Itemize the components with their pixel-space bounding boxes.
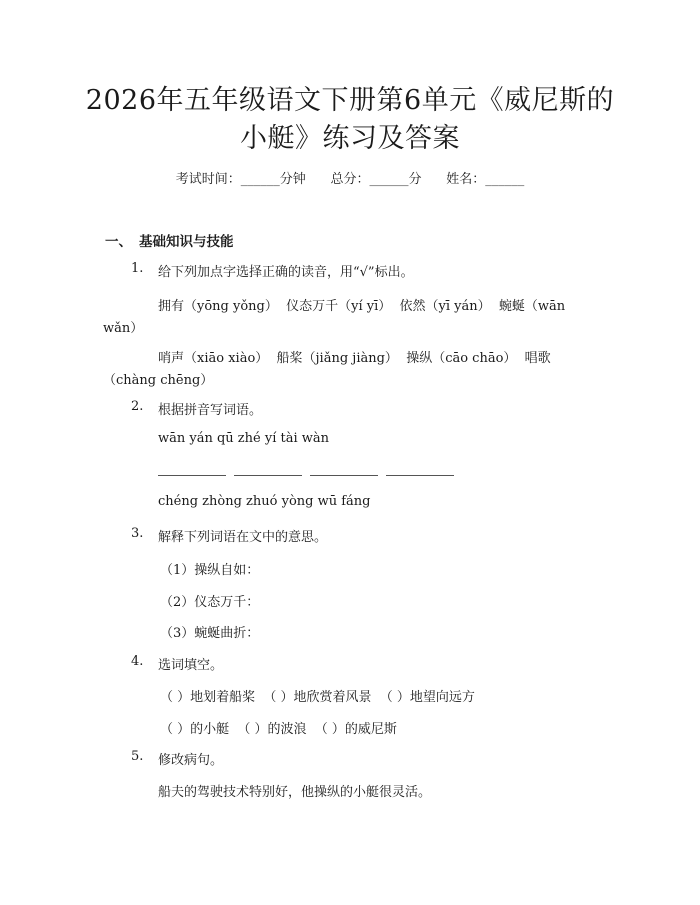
question-1-number: 1. bbox=[131, 261, 144, 276]
section-number: 一、 bbox=[105, 234, 132, 250]
question-5-number: 5. bbox=[131, 749, 144, 764]
question-3-prompt: 解释下列词语在文中的意思。 bbox=[158, 530, 328, 545]
section-heading bbox=[105, 230, 234, 250]
question-3-item-3: （3）蜿蜒曲折： bbox=[160, 626, 260, 641]
pinyin-row-2: chéng zhòng zhuó yòng wū fáng bbox=[158, 494, 371, 509]
question-1-prompt: 给下列加点字选择正确的读音，用“√”标出。 bbox=[158, 265, 414, 280]
title-line-2: 小艇》练习及答案 bbox=[240, 123, 460, 154]
question-2-prompt: 根据拼音写词语。 bbox=[158, 403, 263, 418]
question-4-number: 4. bbox=[131, 654, 144, 669]
question-1-row-1: 拥有（yōng yǒng） 仪态万千（yí yī） 依然（yī yán） 蜿蜒（wān bbox=[158, 299, 566, 314]
pinyin-row-1: wān yán qū zhé yí tài wàn bbox=[158, 431, 330, 446]
answer-blank[interactable] bbox=[310, 475, 378, 476]
answer-blanks bbox=[158, 475, 458, 477]
section-title: 基础知识与技能 bbox=[139, 234, 234, 250]
answer-blank[interactable] bbox=[158, 475, 226, 476]
question-4-row-2: （ ）的小艇 （ ）的波浪 （ ）的威尼斯 bbox=[160, 722, 397, 737]
question-2-number: 2. bbox=[131, 399, 144, 414]
question-3-item-1: （1）操纵自如： bbox=[160, 563, 260, 578]
question-3-item-2: （2）仪态万千： bbox=[160, 595, 260, 610]
answer-blank[interactable] bbox=[234, 475, 302, 476]
title-line-1: 2026年五年级语文下册第6单元《威尼斯的 bbox=[85, 85, 615, 116]
question-5-sentence: 船夫的驾驶技术特别好，他操纵的小艇很灵活。 bbox=[158, 785, 432, 800]
question-4-row-1: （ ）地划着船桨 （ ）地欣赏着风景 （ ）地望向远方 bbox=[160, 690, 475, 705]
question-4-prompt: 选词填空。 bbox=[158, 658, 224, 673]
page-title bbox=[70, 82, 630, 158]
exam-meta-info: 考试时间：______分钟 总分：______分 姓名：______ bbox=[175, 172, 525, 187]
question-1-row-1-wrap: wǎn） bbox=[103, 321, 144, 336]
question-3-number: 3. bbox=[131, 526, 144, 541]
question-1-row-2-wrap: （chàng chēng） bbox=[103, 373, 214, 388]
question-5-prompt: 修改病句。 bbox=[158, 753, 224, 768]
question-1-row-2: 哨声（xiāo xiào） 船桨（jiǎng jiàng） 操纵（cāo chāo） 唱歌 bbox=[158, 351, 551, 366]
answer-blank[interactable] bbox=[386, 475, 454, 476]
